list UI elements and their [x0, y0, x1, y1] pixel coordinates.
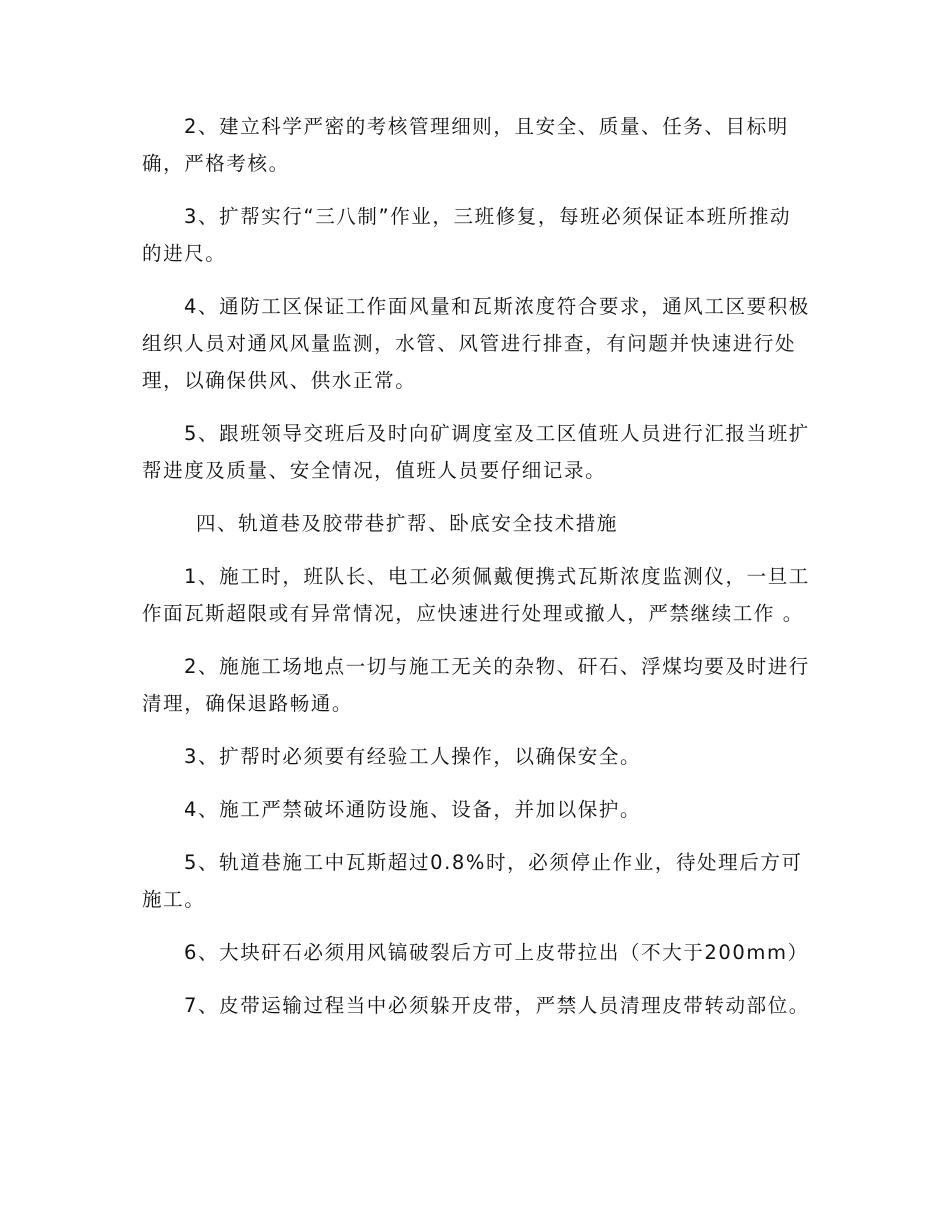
- paragraph-item-4: 4、通防工区保证工作面风量和瓦斯浓度符合要求，通风工区要积极组织人员对通风风量监测，水管、风管进行排查，有问题并快速进行处理，以确保供风、供水正常。: [142, 295, 810, 392]
- measure-item-3: 3、扩帮时必须要有经验工人操作，以确保安全。: [184, 745, 642, 768]
- measure-item-7: 7、皮带运输过程当中必须躲开皮带，严禁人员清理皮带转动部位。: [184, 994, 810, 1017]
- measure-item-4: 4、施工严禁破坏通防设施、设备，并加以保护。: [184, 798, 642, 821]
- section-heading: 四、轨道巷及胶带巷扩帮、卧底安全技术措施: [196, 512, 619, 535]
- measure-item-6: 6、大块矸石必须用风镐破裂后方可上皮带拉出（不大于200mm）: [184, 941, 809, 964]
- measure-item-5: 5、轨道巷施工中瓦斯超过0.8%时，必须停止作业，待处理后方可施工。: [142, 851, 803, 911]
- paragraph-item-3: 3、扩帮实行“三八制”作业，三班修复，每班必须保证本班所推动的进尺。: [142, 205, 792, 265]
- document-body: [142, 108, 810, 1040]
- paragraph-item-2: 2、建立科学严密的考核管理细则，且安全、质量、任务、目标明确，严格考核。: [142, 115, 789, 175]
- paragraph-item-5: 5、跟班领导交班后及时向矿调度室及工区值班人员进行汇报当班扩帮进度及质量、安全情况，值班人员要仔细记录。: [142, 422, 810, 482]
- measure-item-1: 1、施工时，班队长、电工必须佩戴便携式瓦斯浓度监测仪，一旦工作面瓦斯超限或有异常情况，应快速进行处理或撤人，严禁继续工作 。: [142, 565, 810, 625]
- measure-item-2: 2、施施工场地点一切与施工无关的杂物、矸石、浮煤均要及时进行清理，确保退路畅通。: [142, 655, 810, 715]
